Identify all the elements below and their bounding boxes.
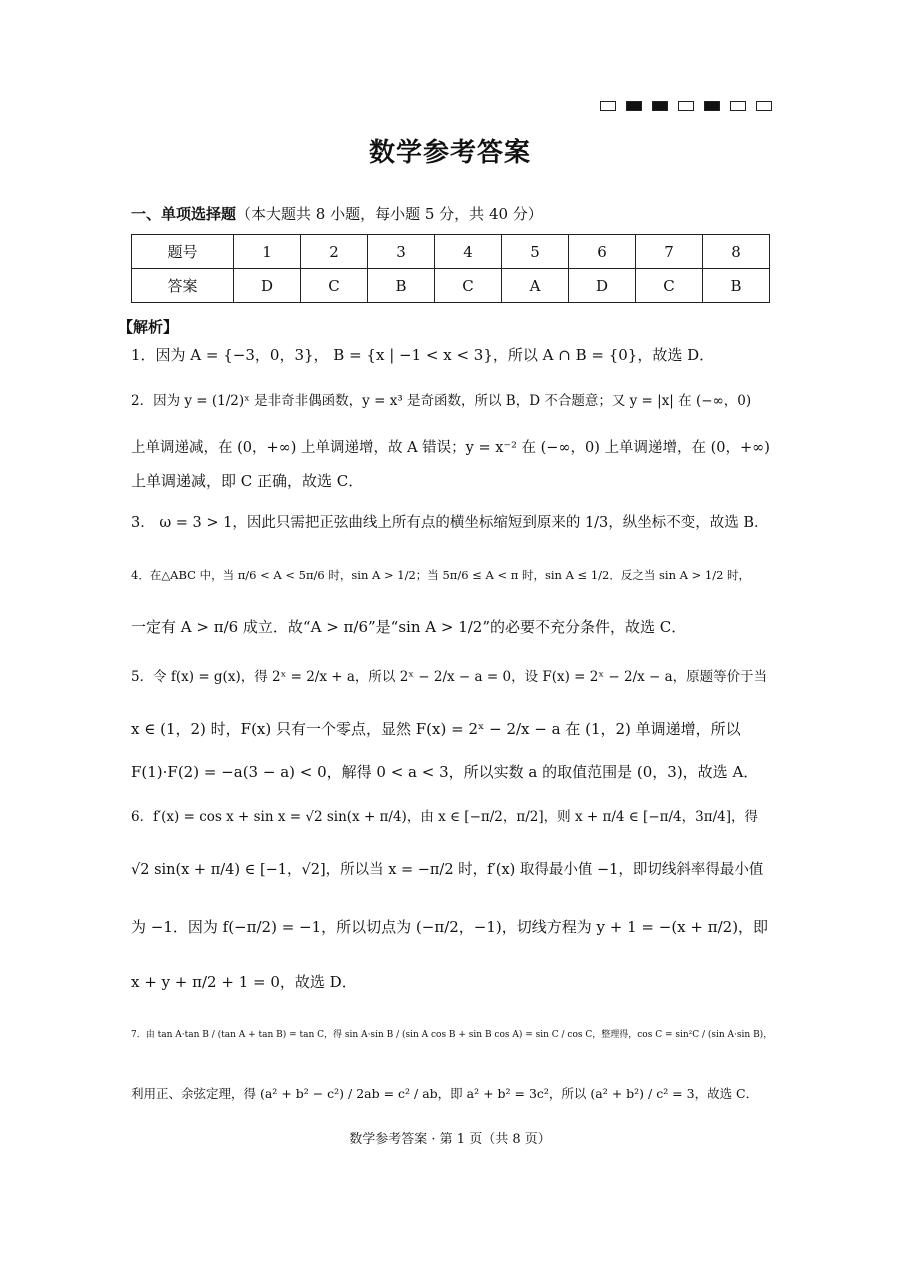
- question-number: 5: [502, 235, 569, 269]
- question-number: 1: [234, 235, 301, 269]
- answer-cell: B: [368, 269, 435, 303]
- table-row: [132, 269, 770, 303]
- analysis-label: 【解析】: [118, 318, 179, 336]
- marker-square: [704, 101, 720, 111]
- answer-table: [131, 234, 770, 303]
- question-number: 2: [301, 235, 368, 269]
- solution-line: 1．因为 A = {−3，0，3}， B = {x | −1 < x < 3}，所以 A ∩ B = {0}，故选 D．: [131, 346, 715, 364]
- marker-square: [600, 101, 616, 111]
- solution-line: 3． ω = 3 > 1，因此只需把正弦曲线上所有点的横坐标缩短到原来的 1/3，纵坐标不变，故选 B．: [131, 515, 769, 531]
- solution-line: 一定有 A > π/6 成立．故“A > π/6”是“sin A > 1/2”的必要不充分条件，故选 C．: [131, 618, 687, 636]
- solution-line: 4．在△ABC 中，当 π/6 < A < 5π/6 时，sin A > 1/2；当 5π/6 ≤ A < π 时，sin A ≤ 1/2．反之当 sin A > 1/2 时，: [131, 568, 751, 582]
- table-row: [132, 235, 770, 269]
- solution-line: 6．f′(x) = cos x + sin x = √2 sin(x + π/4)，由 x ∈ [−π/2，π/2]，则 x + π/4 ∈ [−π/4，3π/4]，得: [131, 809, 759, 825]
- marker-square: [678, 101, 694, 111]
- answer-cell: C: [435, 269, 502, 303]
- solution-line: F(1)·F(2) = −a(3 − a) < 0，解得 0 < a < 3，所以实数 a 的取值范围是 (0，3)，故选 A．: [131, 763, 759, 781]
- solution-line: 上单调递减，即 C 正确，故选 C．: [131, 472, 364, 490]
- row-label-answer: 答案: [132, 269, 234, 303]
- solution-line: 上单调递减，在 (0，+∞) 上单调递增，故 A 错误；y = x⁻² 在 (−∞，0) 上单调递增，在 (0，+∞): [131, 440, 770, 456]
- marker-square: [626, 101, 642, 111]
- solution-line: x ∈ (1，2) 时，F(x) 只有一个零点，显然 F(x) = 2ˣ − 2/x − a 在 (1，2) 单调递增，所以: [131, 720, 741, 738]
- marker-square: [756, 101, 772, 111]
- marker-square: [730, 101, 746, 111]
- solution-line: √2 sin(x + π/4) ∈ [−1，√2]，所以当 x = −π/2 时，f′(x) 取得最小值 −1，即切线斜率得最小值: [131, 862, 764, 878]
- solution-line: x + y + π/2 + 1 = 0，故选 D．: [131, 973, 357, 991]
- answer-cell: C: [301, 269, 368, 303]
- page-marker-squares: [600, 101, 772, 111]
- answer-cell: D: [569, 269, 636, 303]
- solution-line: 7．由 tan A·tan B / (tan A + tan B) = tan C，得 sin A·sin B / (sin A cos B + sin B cos A) = sin C / cos C，整理得，cos C = sin²C / (sin A·sin B)，: [131, 1030, 773, 1040]
- answer-cell: C: [636, 269, 703, 303]
- question-number: 8: [703, 235, 770, 269]
- row-label-number: 题号: [132, 235, 234, 269]
- question-number: 4: [435, 235, 502, 269]
- answer-cell: B: [703, 269, 770, 303]
- page-title: 数学参考答案: [368, 138, 531, 168]
- question-number: 3: [368, 235, 435, 269]
- answer-cell: D: [234, 269, 301, 303]
- page-footer: 数学参考答案 · 第 1 页（共 8 页）: [349, 1132, 551, 1147]
- question-number: 7: [636, 235, 703, 269]
- solution-line: 2．因为 y = (1/2)ˣ 是非奇非偶函数，y = x³ 是奇函数，所以 B，D 不合题意；又 y = |x| 在 (−∞，0): [131, 393, 752, 409]
- question-number: 6: [569, 235, 636, 269]
- solution-line: 利用正、余弦定理，得 (a² + b² − c²) / 2ab = c² / ab，即 a² + b² = 3c²，所以 (a² + b²) / c² = 3，故选 C．: [131, 1086, 759, 1101]
- section-title: 一、单项选择题: [131, 205, 237, 223]
- solution-line: 5．令 f(x) = g(x)，得 2ˣ = 2/x + a，所以 2ˣ − 2/x − a = 0，设 F(x) = 2ˣ − 2/x − a，原题等价于当: [131, 669, 768, 685]
- answer-cell: A: [502, 269, 569, 303]
- section-note: （本大题共 8 小题，每小题 5 分，共 40 分）: [236, 205, 543, 223]
- solution-line: 为 −1．因为 f(−π/2) = −1，所以切点为 (−π/2，−1)，切线方程为 y + 1 = −(x + π/2)，即: [131, 918, 769, 936]
- marker-square: [652, 101, 668, 111]
- section-heading: [131, 203, 543, 224]
